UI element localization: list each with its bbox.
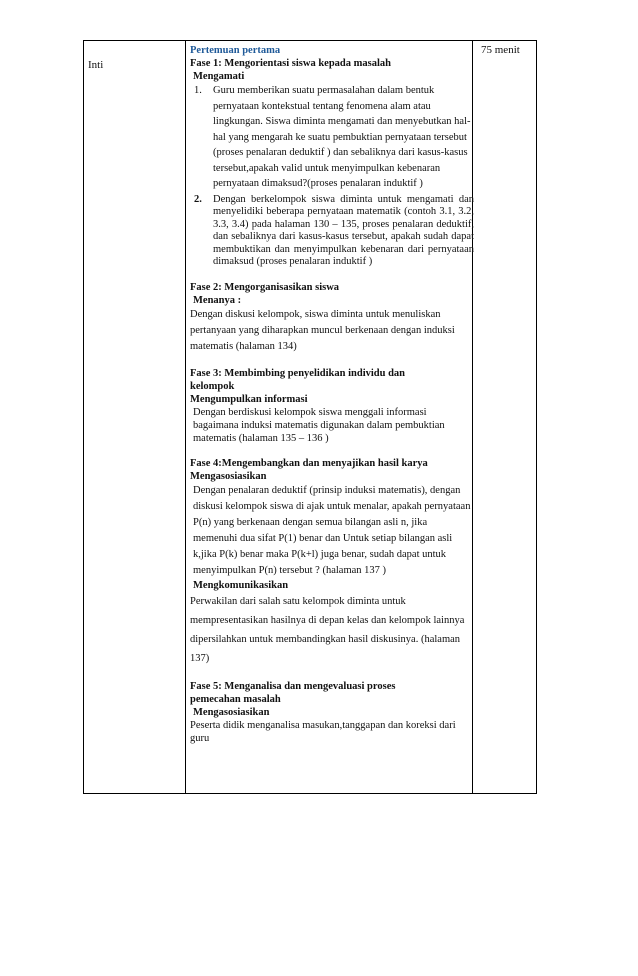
- meeting-title: Pertemuan pertama: [190, 45, 281, 56]
- row-label: Inti: [88, 59, 104, 71]
- column-divider: [185, 41, 186, 793]
- fase4-text2: Perwakilan dari salah satu kelompok diminta untuk mempresentasikan hasilnya di depan kelas dan kelompok lainnya dipersilahkan untuk membandingkan hasil diskusinya. (halaman 137): [190, 595, 465, 664]
- fase4-title: Fase 4:Mengembangkan dan menyajikan hasil karya: [190, 457, 428, 469]
- fase5-title-2: pemecahan masalah: [190, 693, 281, 705]
- activity-cell: [190, 44, 474, 745]
- fase4-sub2: Mengkomunikasikan: [193, 579, 289, 591]
- duration: 75 menit: [481, 44, 520, 56]
- fase3-title-1: Fase 3: Membimbing penyelidikan individu dan: [190, 367, 406, 379]
- fase5-title-1: Fase 5: Menganalisa dan mengevaluasi proses: [190, 680, 396, 692]
- lesson-table: [83, 40, 537, 794]
- list-item-text: Guru memberikan suatu permasalahan dalam bentuk pernyataan kontekstual tentang fenomena alam atau lingkungan. Siswa diminta mengamati dan menyebutkan hal-hal yang mengarah ke suatu pembuktian pernyataan tersebut (proses penalaran deduktif ) dan sebaliknya dari kasus-kasus tersebut,apakah valid untuk menyimpulkan kebenaran pernyataan dimaksud?(proses penalaran induktif ): [213, 85, 471, 189]
- fase2-sub: Menanya :: [193, 294, 242, 306]
- list-item-text: Dengan berkelompok siswa diminta untuk mengamati dan menyelidiki beberapa pernyataan matematik (contoh 3.1, 3.2, 3.3, 3.4) pada halaman 130 – 135, proses penalaran deduktif, dan sebaliknya dari kasus-kasus tersebut, apakah sudah dapat membuktikan dan menyimpulkan kebenaran dari pernyataan dimaksud (proses penalaran induktif ): [213, 193, 474, 267]
- fase5-text: Peserta didik menganalisa masukan,tanggapan dan koreksi dari guru: [190, 719, 456, 744]
- list-item: 2. Dengan berkelompok siswa diminta untuk mengamati dan menyelidiki beberapa pernyataan matematik (contoh 3.1, 3.2, 3.3, 3.4) pada halaman 130 – 135, proses penalaran deduktif, dan sebaliknya dari kasus-kasus tersebut, apakah sudah dapat membuktikan dan menyimpulkan kebenaran dari pernyataan dimaksud (proses penalaran induktif ): [194, 193, 474, 267]
- fase1-sub: Mengamati: [193, 71, 245, 82]
- fase5-sub: Mengasosiasikan: [193, 706, 270, 718]
- fase3-text: Dengan berdiskusi kelompok siswa menggali informasi bagaimana induksi matematis digunakan dalam pembuktian matematis (halaman 135 – 136 ): [193, 406, 445, 444]
- list-item: 1. Guru memberikan suatu permasalahan dalam bentuk pernyataan kontekstual tentang fenomena alam atau lingkungan. Siswa diminta mengamati dan menyebutkan hal-hal yang mengarah ke suatu pembuktian pernyataan tersebut (proses penalaran deduktif ) dan sebaliknya dari kasus-kasus tersebut,apakah valid untuk menyimpulkan kebenaran pernyataan dimaksud?(proses penalaran induktif ): [194, 85, 471, 189]
- fase2-text: Dengan diskusi kelompok, siswa diminta untuk menuliskan pertanyaan yang diharapkan muncul berkenaan dengan induksi matematis (halaman 134): [190, 308, 455, 352]
- fase1-title: Fase 1: Mengorientasi siswa kepada masalah: [190, 58, 391, 69]
- fase3-sub: Mengumpulkan informasi: [190, 393, 308, 405]
- fase2-title: Fase 2: Mengorganisasikan siswa: [190, 281, 340, 293]
- fase1-list: [190, 83, 474, 269]
- fase4-sub: Mengasosiasikan: [190, 470, 267, 482]
- fase3-title-2: kelompok: [190, 380, 235, 392]
- fase4-text: Dengan penalaran deduktif (prinsip induksi matematis), dengan diskusi kelompok siswa di ajak untuk menalar, apakah pernyataan P(n) yang berkenaan dengan semua bilangan asli n, jika memenuhi dua sifat P(1) benar dan Untuk setiap bilangan asli k,jika P(k) benar maka P(k+l) juga benar, sudah dapat untuk menyimpulkan P(n) tersebut ? (halaman 137 ): [193, 484, 471, 576]
